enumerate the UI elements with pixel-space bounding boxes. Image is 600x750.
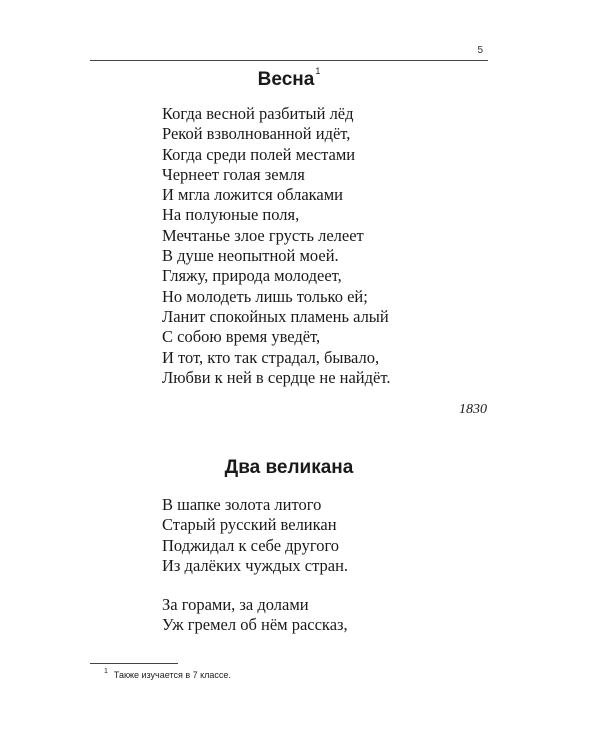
verse-line: На полуюные поля, <box>162 205 300 225</box>
header-rule <box>90 60 488 61</box>
verse-line: И тот, кто так страдал, бывало, <box>162 347 380 367</box>
verse-line: За горами, за долами <box>162 595 309 614</box>
verse-line: Но молодеть лишь только ей; <box>162 286 368 306</box>
verse-line: Поджидал к себе другого <box>162 535 340 555</box>
verse-line: С собою время уведёт, <box>162 327 321 347</box>
verse-line: Старый русский великан <box>162 515 337 535</box>
verse-line: Ланит спокойных пламень алый <box>162 306 389 326</box>
verse-line: В душе неопытной моей. <box>162 246 339 266</box>
verse-line: Рекой взволнованной идёт, <box>162 124 351 144</box>
poem-title-text: Весна <box>257 69 315 90</box>
verse-line: Чернеет голая земля <box>162 164 305 184</box>
verse-line: И мгла ложится облаками <box>162 185 344 205</box>
page-number: 5 <box>477 45 483 56</box>
footnote-marker: 1 <box>104 668 108 675</box>
poem-title <box>90 457 488 479</box>
footnote-text: Также изучается в 7 классе. <box>113 670 231 680</box>
footnote-rule <box>90 663 178 664</box>
poem-stanza <box>162 495 348 576</box>
verse-line: Из далёких чуждых стран. <box>162 555 349 575</box>
poem-date: 1830 <box>459 402 487 417</box>
verse-line: Любви к ней в сердце не найдёт. <box>162 367 391 387</box>
verse-line: Уж гремел об нём рассказ, <box>162 615 348 635</box>
verse-line: Когда весной разбитый лёд <box>162 104 354 123</box>
footnote-reference: 1 <box>315 66 321 76</box>
poem-stanza <box>162 104 390 388</box>
verse-line: Гляжу, природа молодеет, <box>162 266 342 286</box>
poem-stanza <box>162 595 348 636</box>
footnote <box>104 670 231 680</box>
verse-line: Когда среди полей местами <box>162 144 356 164</box>
verse-line: В шапке золота литого <box>162 495 322 514</box>
verse-line: Мечтанье злое грусть лелеет <box>162 225 364 245</box>
poem-title-text: Два великана <box>224 457 354 478</box>
poem-title <box>90 66 488 91</box>
